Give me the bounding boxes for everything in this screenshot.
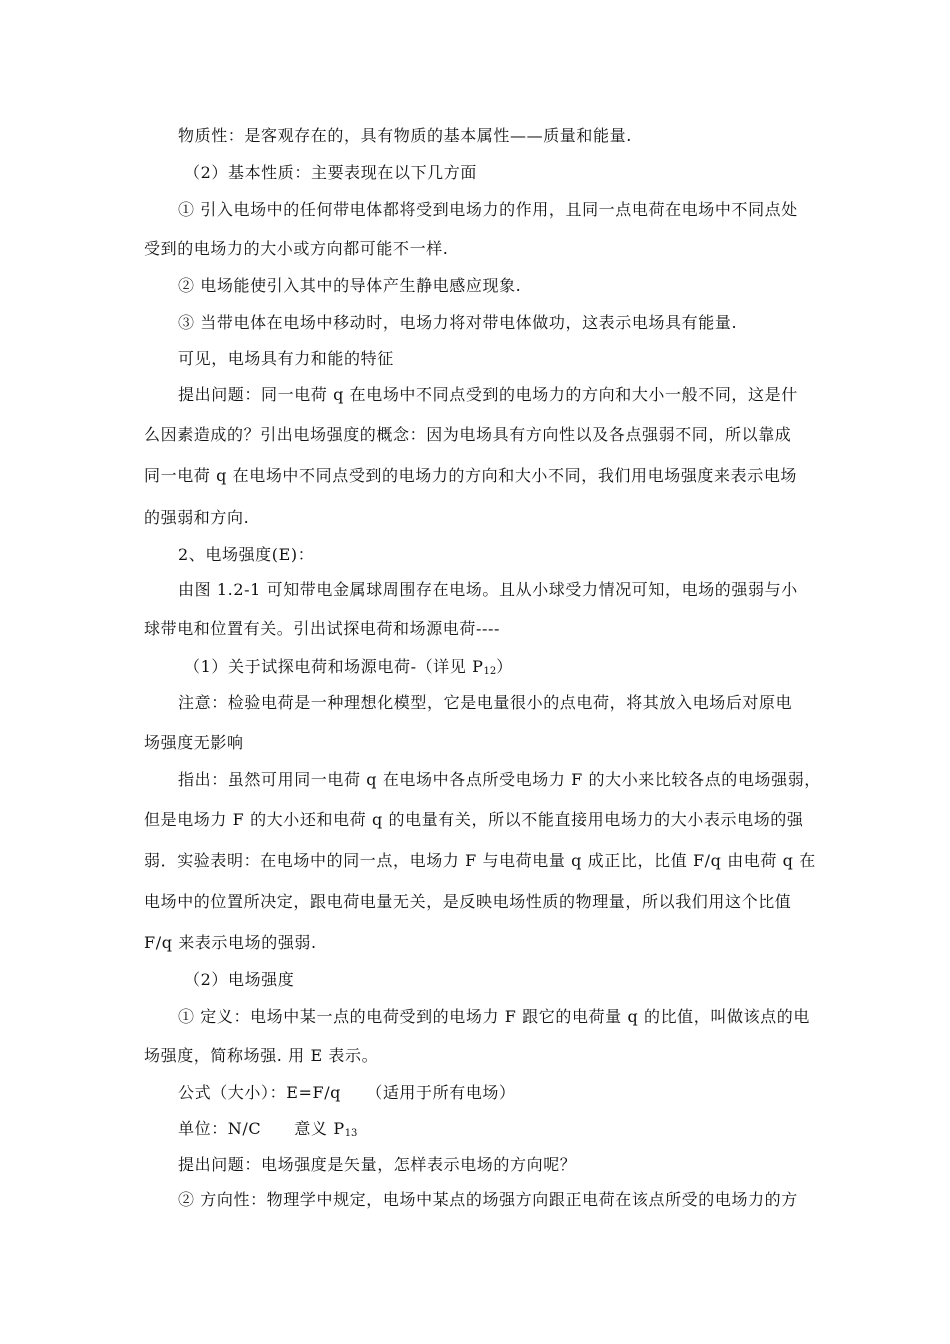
text-line: F/q 来表示电场的强弱.: [144, 933, 317, 952]
text-line: 的强弱和方向.: [144, 508, 250, 527]
text-line: ② 电场能使引入其中的导体产生静电感应现象.: [178, 276, 522, 295]
text-line: 可见，电场具有力和能的特征: [178, 349, 394, 368]
text-line: 提出问题：同一电荷 q 在电场中不同点受到的电场力的方向和大小一般不同，这是什: [178, 385, 798, 404]
text-line: 同一电荷 q 在电场中不同点受到的电场力的方向和大小不同，我们用电场强度来表示电场: [144, 466, 798, 485]
text-line: 由图 1.2-1 可知带电金属球周围存在电场。且从小球受力情况可知，电场的强弱与小: [178, 580, 798, 599]
text-line: ① 引入电场中的任何带电体都将受到电场力的作用，且同一点电荷在电场中不同点处: [178, 200, 798, 219]
text-line: [184, 657, 864, 677]
text-line: 受到的电场力的大小或方向都可能不一样.: [144, 239, 449, 258]
text-line: 弱．实验表明：在电场中的同一点，电场力 F 与电荷电量 q 成正比，比值 F/q 由电荷 q 在: [144, 851, 816, 870]
text-line: 么因素造成的？引出电场强度的概念：因为电场具有方向性以及各点强弱不同，所以靠成: [144, 425, 792, 444]
text-line: 提出问题：电场强度是矢量，怎样表示电场的方向呢？: [178, 1155, 577, 1174]
text-line: 但是电场力 F 的大小还和电荷 q 的电量有关，所以不能直接用电场力的大小表示电场的强: [144, 810, 804, 829]
page-ref-subscript: 13: [344, 1128, 358, 1139]
text-line: 电场中的位置所决定，跟电荷电量无关，是反映电场性质的物理量，所以我们用这个比值: [144, 892, 792, 911]
text-line: 指出：虽然可用同一电荷 q 在电场中各点所受电场力 F 的大小来比较各点的电场强弱，: [178, 770, 821, 789]
text-run: ）: [496, 657, 513, 676]
text-run: （1）关于试探电荷和场源电荷-（详见 P: [184, 657, 484, 676]
text-line: 物质性：是客观存在的，具有物质的基本属性——质量和能量.: [178, 126, 632, 145]
text-line: 场强度无影响: [144, 733, 244, 752]
text-line: ① 定义：电场中某一点的电荷受到的电场力 F 跟它的电荷量 q 的比值，叫做该点的电: [178, 1007, 810, 1026]
text-run: 单位：N/C 意义 P: [178, 1119, 345, 1138]
text-line: 场强度，简称场强. 用 E 表示。: [144, 1046, 379, 1065]
page-ref-subscript: 12: [483, 666, 497, 677]
text-line: 球带电和位置有关。引出试探电荷和场源电荷----: [144, 619, 501, 638]
formula-line: 公式（大小）：E=F/q （适用于所有电场）: [178, 1083, 516, 1102]
text-line: （2）电场强度: [184, 970, 295, 989]
text-line: ③ 当带电体在电场中移动时，电场力将对带电体做功，这表示电场具有能量.: [178, 313, 738, 332]
text-line: ② 方向性：物理学中规定，电场中某点的场强方向跟正电荷在该点所受的电场力的方: [178, 1190, 798, 1209]
text-line: [178, 1119, 858, 1139]
text-line: 注意：检验电荷是一种理想化模型，它是电量很小的点电荷，将其放入电场后对原电: [178, 693, 793, 712]
section-heading: 2、电场强度(E)：: [178, 545, 315, 564]
text-line: （2）基本性质：主要表现在以下几方面: [184, 163, 477, 182]
